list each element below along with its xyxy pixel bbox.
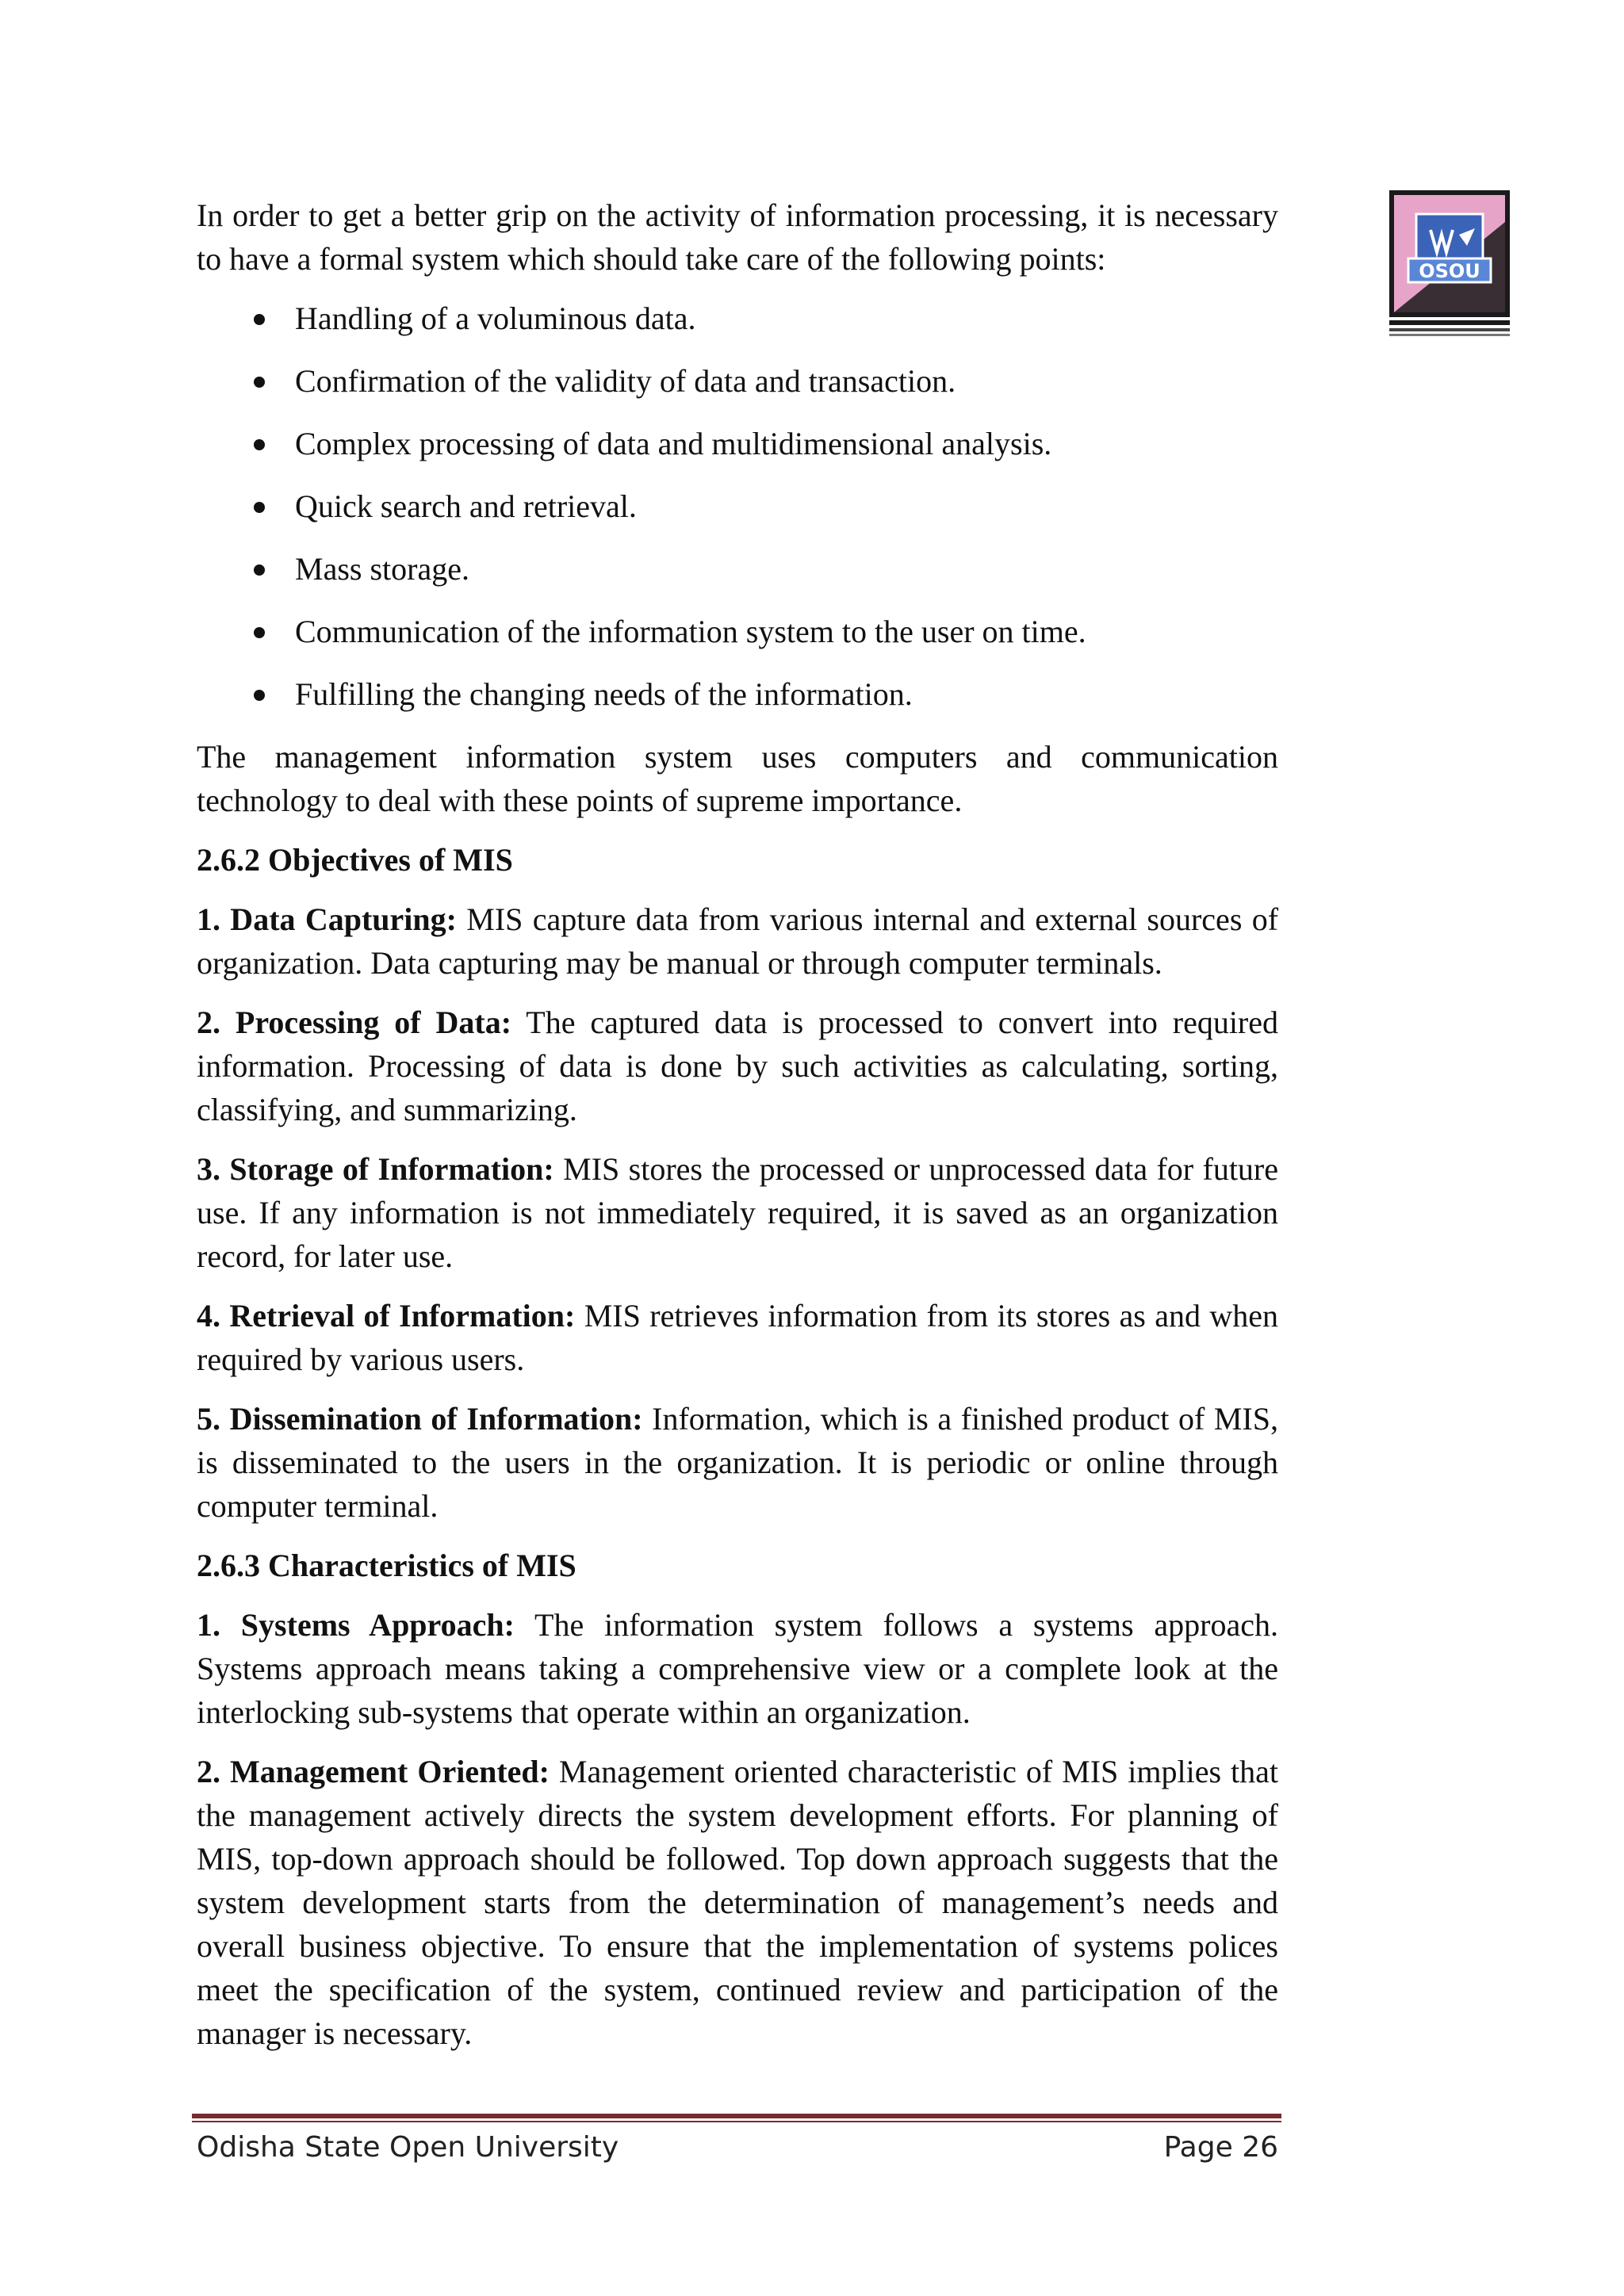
- logo-text: OSOU: [1419, 260, 1480, 282]
- objective-dissemination: [197, 1397, 1278, 1528]
- footer-university-name: Odisha State Open University: [197, 2131, 619, 2164]
- list-item: [197, 297, 1278, 340]
- objective-text: The captured data is processed to convert into required information. Processing of data is done by such activities as calculating, sorting, classifying, and summarizing.: [197, 1004, 1279, 1127]
- characteristic-text: Management oriented characteristic of MIS implies that the management actively directs the system development efforts. For planning of MIS, top-down approach should be followed. Top down approach suggests that the system development starts from the determination of management’s needs and overall business objective. To ensure that the implementation of systems polices meet the specification of the system, continued review and participation of the manager is necessary.: [197, 1754, 1278, 2051]
- requirements-list: [197, 297, 1278, 716]
- bullet-icon: [254, 314, 265, 325]
- section-heading-objectives: 2.6.2 Objectives of MIS: [197, 842, 513, 878]
- characteristic-text: The information system follows a systems approach. Systems approach means taking a comprehensive view or a complete look at the interlocking sub-systems that operate within an organization.: [197, 1607, 1279, 1730]
- bullet-icon: [254, 439, 265, 450]
- list-item-text: Quick search and retrieval.: [295, 488, 637, 524]
- objective-storage: [197, 1147, 1278, 1278]
- objective-text: Information, which is a finished product of MIS, is disseminated to the users in the organization. It is periodic or online through computer terminal.: [197, 1401, 1279, 1524]
- list-item-text: Complex processing of data and multidimensional analysis.: [295, 426, 1052, 461]
- objective-text: MIS retrieves information from its stores as and when required by various users.: [197, 1298, 1278, 1377]
- list-item-text: Fulfilling the changing needs of the information.: [295, 676, 913, 712]
- list-item-text: Communication of the information system to the user on time.: [295, 614, 1086, 649]
- list-item: [197, 359, 1278, 403]
- list-item: [197, 547, 1278, 591]
- list-item: [197, 422, 1278, 465]
- list-item: [197, 610, 1278, 653]
- bullet-icon: [254, 564, 265, 576]
- bullet-icon: [254, 377, 265, 388]
- characteristic-management-oriented: [197, 1750, 1278, 2055]
- section-heading-characteristics: 2.6.3 Characteristics of MIS: [197, 1548, 576, 1583]
- university-logo: [1389, 190, 1510, 338]
- summary-paragraph: The management information system uses computers and communication technology to deal with these points of supreme importance.: [197, 739, 1278, 818]
- footer-divider: [192, 2114, 1281, 2122]
- objective-term: 4. Retrieval of Information:: [197, 1298, 576, 1334]
- objective-data-capturing: [197, 897, 1278, 985]
- characteristic-term: 1. Systems Approach:: [197, 1607, 515, 1643]
- objective-text: MIS stores the processed or unprocessed data for future use. If any information is not immediately required, it is saved as an organization record, for later use.: [197, 1151, 1278, 1274]
- list-item: [197, 672, 1278, 716]
- objective-term: 5. Dissemination of Information:: [197, 1401, 643, 1437]
- objective-term: 2. Processing of Data:: [197, 1004, 512, 1040]
- bullet-icon: [254, 690, 265, 701]
- footer-page-number: Page 26: [1163, 2131, 1278, 2164]
- objective-retrieval: [197, 1294, 1278, 1381]
- characteristic-term: 2. Management Oriented:: [197, 1754, 550, 1789]
- page-content: [197, 193, 1278, 2071]
- bullet-icon: [254, 502, 265, 513]
- osou-emblem: [1389, 190, 1510, 338]
- objective-text: MIS capture data from various internal and external sources of organization. Data capturing may be manual or through computer terminals.: [197, 901, 1279, 981]
- list-item: [197, 484, 1278, 528]
- bullet-icon: [254, 627, 265, 638]
- objective-processing: [197, 1001, 1278, 1131]
- intro-paragraph: In order to get a better grip on the activity of information processing, it is necessary to have a formal system which should take care of the following points:: [197, 197, 1278, 277]
- objective-term: 1. Data Capturing:: [197, 901, 457, 937]
- list-item-text: Mass storage.: [295, 551, 469, 587]
- characteristic-systems-approach: [197, 1603, 1278, 1734]
- objective-term: 3. Storage of Information:: [197, 1151, 554, 1187]
- list-item-text: Confirmation of the validity of data and transaction.: [295, 363, 956, 399]
- list-item-text: Handling of a voluminous data.: [295, 300, 696, 336]
